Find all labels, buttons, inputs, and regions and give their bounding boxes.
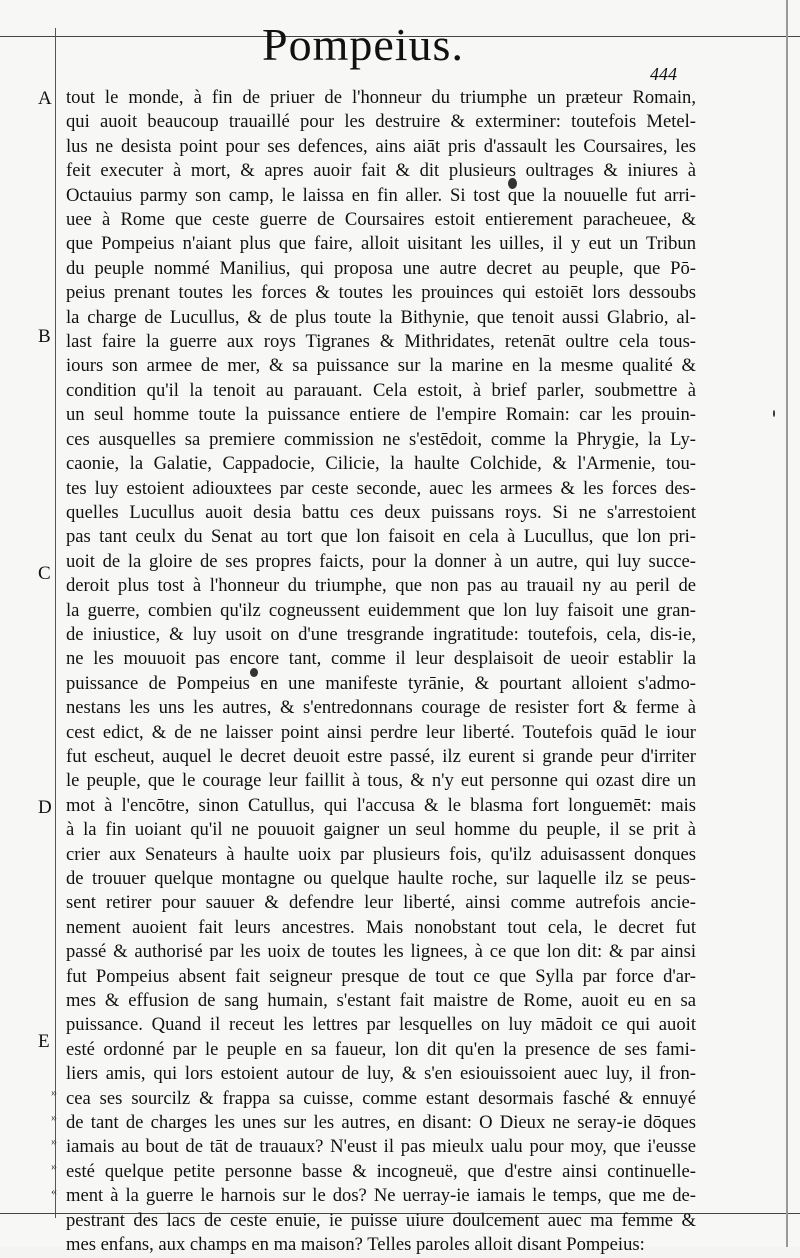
text-line: cest edict, & de ne laisser point ainsi perdre leur liberté. Toutefois quād le iour: [66, 721, 696, 743]
text-line: condition qu'il la tenoit au parauant. Cela estoit, à brief parler, soubmettre à: [66, 379, 696, 401]
left-margin-rule: [55, 28, 56, 1218]
text-line: deroit plus tost à l'honneur du triumphe, que non pas au trauail ny au peril de: [66, 575, 696, 597]
text-line: de tant de charges les unes sur les autres, en disant: O Dieux ne seray-ie dōques: [66, 1112, 696, 1134]
text-line: quelles Lucullus auoit desia battu ces deux puissans roys. Si ne s'arrestoient: [66, 501, 696, 523]
text-line: feit executer à mort, & apres auoir fait & dit plusieurs oultrages & iniures à: [66, 160, 696, 182]
text-line: le peuple, que le courage leur faillit à tous, & n'y eut personne qui ozast dire un: [66, 770, 696, 792]
text-line: nestans les uns les autres, & s'entredonnans courage de resister fort & ferme à: [66, 697, 696, 719]
body-text: [66, 86, 696, 1258]
text-line: last faire la guerre aux roys Tigranes & Mithridates, retenāt oultre cela tous-: [66, 331, 696, 353]
text-line: fut Pompeius absent fait seigneur presque de tout ce que Sylla par force d'ar-: [66, 965, 696, 987]
text-line: esté quelque petite personne basse & incogneuë, que d'estre ainsi continuelle-: [66, 1160, 696, 1182]
text-line: esté ordonné par le peuple en sa faueur, lon dit qu'en la presence de ses fami-: [66, 1038, 696, 1060]
text-line: puissance de Pompeius en une manifeste tyrānie, & pourtant alloient s'admo-: [66, 672, 696, 694]
text-line: ne les mouuoit pas encore tant, comme il leur desplaisoit de ueoir establir la: [66, 648, 696, 670]
text-line: uoit de la gloire de ses propres faicts, pour la donner à un autre, qui luy succe-: [66, 550, 696, 572]
text-line: pas tant ceulx du Senat au tort que lon faisoit en cela à Lucullus, que lon pri-: [66, 526, 696, 548]
text-line: iamais au bout de tāt de trauaux? N'eust il pas mieulx ualu pour moy, que i'eusse: [66, 1136, 696, 1158]
text-line: Octauius parmy son camp, le laissa en fin aller. Si tost que la nouuelle fut arri-: [66, 184, 696, 206]
running-head: Pompeius.: [262, 19, 464, 70]
text-line: nement auoient fait leurs ancestres. Mais nonobstant tout cela, le decret fut: [66, 916, 696, 938]
text-line: sent retirer pour sauuer & defendre leur liberté, ainsi comme autrefois ancie-: [66, 892, 696, 914]
text-line: mes & effusion de sang humain, s'estant fait maistre de Rome, auoit eu en sa: [66, 990, 696, 1012]
quote-mark: »: [51, 1134, 57, 1148]
margin-letter-b: B: [38, 326, 51, 347]
margin-letter-a: A: [38, 88, 52, 109]
text-line: la guerre, combien qu'ilz cogneussent euidemment que lon luy faisoit une gran-: [66, 599, 696, 621]
text-line: crier aux Senateurs à haulte uoix par plusieurs fois, qu'ilz aduisassent donques: [66, 843, 696, 865]
text-line: fut escheut, auquel le decret deuoit estre passé, ilz eurent si grande peur d'irriter: [66, 745, 696, 767]
text-line: qui auoit beaucoup trauaillé pour les destruire & exterminer: toutefois Metel-: [66, 111, 696, 133]
quote-mark: »: [51, 1085, 57, 1099]
quote-mark: «: [51, 1184, 57, 1198]
text-line: iours son armee de mer, & sa puissance sur la marine en la mesme qualité &: [66, 355, 696, 377]
ink-speck: [773, 410, 775, 417]
text-line: lus ne desista point pour ses defences, ains aiāt pris d'assault les Coursaires, les: [66, 135, 696, 157]
text-line: ment à la guerre le harnois sur le dos? Ne uerray-ie iamais le temps, que me de-: [66, 1185, 696, 1207]
quote-mark: »: [51, 1159, 57, 1173]
text-line: de trouuer quelque montagne ou quelque haulte roche, sur laquelle ilz se peus-: [66, 868, 696, 889]
text-line: passé & authorisé par les uoix de toutes les lignees, à ce que lon dit: & par ainsi: [66, 941, 696, 963]
text-line: mot à l'encōtre, sinon Catullus, qui l'accusa & le blasma fort longuemēt: mais: [66, 794, 696, 816]
text-line: à la fin uoiant qu'il ne pouuoit gaigner un seul homme du peuple, il se prit à: [66, 819, 696, 841]
text-line: ces ausquelles sa premiere commission ne s'estēdoit, comme la Phrygie, la Ly-: [66, 428, 696, 450]
text-line: uee à Rome que ceste guerre de Coursaires estoit entierement paracheuee, &: [66, 209, 696, 231]
text-line: puissance. Quand il receut les lettres par lesquelles on luy mādoit ce qui auoit: [66, 1014, 696, 1036]
folio-number: 444: [650, 64, 677, 84]
text-line: la charge de Lucullus, & de plus toute la Bithynie, que tenoit aussi Glabrio, al-: [66, 306, 696, 328]
text-line: cea ses sourcilz & frappa sa cuisse, comme estant desormais fasché & ennuyé: [66, 1087, 696, 1109]
text-line: liers amis, qui lors estoient autour de luy, & s'en esiouissoient auec luy, il fron-: [66, 1063, 696, 1085]
margin-letter-d: D: [38, 797, 52, 818]
page-edge: [786, 0, 788, 1247]
text-line: du peuple nommé Manilius, qui proposa une autre decret au peuple, que Pō-: [66, 257, 696, 279]
text-line: de iniustice, & luy usoit on d'une tresgrande ingratitude: toutefois, cela, dis-ie,: [66, 623, 696, 645]
text-line: tout le monde, à fin de priuer de l'honneur du triumphe un præteur Romain,: [66, 87, 696, 108]
text-line: tes luy estoient adiouxtees par ceste seconde, auec les armees & les forces des-: [66, 477, 696, 499]
quote-mark: »: [51, 1110, 57, 1124]
margin-letter-e: E: [38, 1031, 50, 1052]
text-line: que Pompeius n'aiant plus que faire, alloit uisitant les uilles, il y eut un Tribun: [66, 233, 696, 255]
margin-letter-c: C: [38, 563, 51, 584]
text-line: caonie, la Galatie, Cappadocie, Cilicie, la haulte Colchide, & l'Armenie, tou-: [66, 453, 696, 475]
text-line: pestrant des lacs de ceste enuie, ie puisse uiure doulcement auec ma femme &: [66, 1209, 696, 1231]
text-line: un seul homme toute la puissance entiere de l'empire Romain: car les prouin-: [66, 404, 696, 426]
text-line: mes enfans, aux champs en ma maison? Telles paroles alloit disant Pompeius:: [66, 1234, 645, 1256]
text-line: peius prenant toutes les forces & toutes les prouinces qui estoiēt lors dessoubs: [66, 282, 696, 304]
